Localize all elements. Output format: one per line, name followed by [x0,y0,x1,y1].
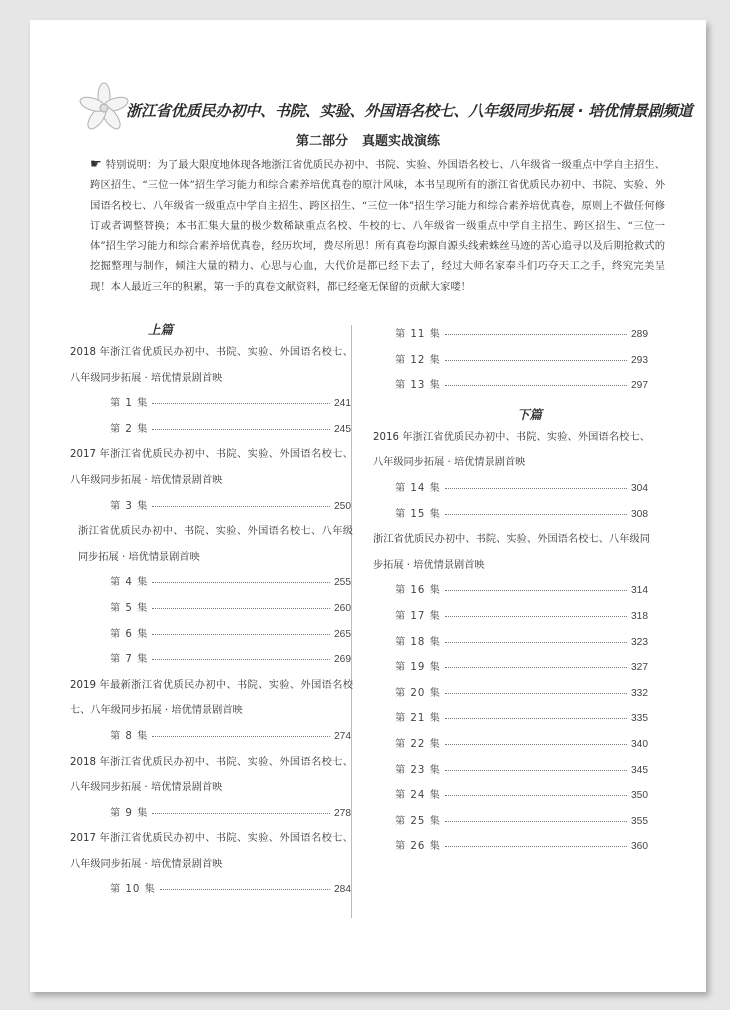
toc-group-title: 2017 年浙江省优质民办初中、书院、实验、外国语名校七、八年级同步拓展 · 培优情景剧首映 [70,833,353,870]
toc-entry-page: 241 [334,398,351,410]
dot-leader [445,359,627,361]
toc-entry[interactable] [367,373,650,399]
toc-entry-page: 255 [334,577,351,589]
toc-entry[interactable] [367,834,650,860]
toc-entry-page: 260 [334,602,351,614]
dot-leader [445,845,627,847]
toc-entry-page: 323 [631,636,648,648]
toc-entry[interactable] [70,494,353,520]
toc-entry[interactable] [367,783,650,809]
toc-entry-page: 355 [631,815,648,827]
toc-entry-label: 第 4 集 [110,577,149,589]
toc-entry-page: 293 [631,354,648,366]
toc-entry-label: 第 14 集 [395,482,441,494]
section-subtitle [30,130,706,149]
toc-entry-page: 250 [334,500,351,512]
dot-leader [152,812,330,814]
dot-leader [445,820,627,822]
toc-entry[interactable] [367,732,650,758]
toc-entry-label: 第 5 集 [110,602,149,614]
dot-leader [152,505,330,507]
toc-entry[interactable] [367,476,650,502]
dot-leader [445,769,627,771]
dot-leader [445,384,627,386]
subtitle-part: 第二部分 [295,134,348,149]
dot-leader [445,692,627,694]
toc-entry-label: 第 15 集 [395,508,441,520]
toc-entry[interactable] [70,596,353,622]
toc-entry-label: 第 3 集 [110,500,149,512]
toc-entry-page: 304 [631,482,648,494]
toc-entry-label: 第 6 集 [110,628,149,640]
toc-entry-label: 第 12 集 [395,354,441,366]
toc-entry-label: 第 22 集 [395,738,441,750]
dot-leader [445,513,627,515]
toc-entry-label: 第 19 集 [395,662,441,674]
toc-entry-label: 第 16 集 [395,585,441,597]
dot-leader [152,607,330,609]
toc-entry-page: 350 [631,790,648,802]
toc-entry[interactable] [367,322,650,348]
toc-entry-page: 345 [631,764,648,776]
toc-entry[interactable] [367,758,650,784]
toc-entry-label: 第 21 集 [395,713,441,725]
toc-entry[interactable] [70,877,353,903]
page-title: 浙江省优质民办初中、书院、实验、外国语名校七、八年级同步拓展 · 培优情景剧频道 [126,102,693,120]
toc-entry[interactable] [70,724,353,750]
toc-entry[interactable] [70,417,353,443]
toc-entry[interactable] [70,647,353,673]
toc-group-title: 浙江省优质民办初中、书院、实验、外国语名校七、八年级同步拓展 · 培优情景剧首映 [373,534,650,571]
dot-leader [445,717,627,719]
toc-entry[interactable] [70,391,353,417]
toc-entry-page: 274 [334,730,351,742]
toc-entry-label: 第 9 集 [110,807,149,819]
dot-leader [445,794,627,796]
toc-entry-page: 289 [631,329,648,340]
toc-entry-page: 269 [334,654,351,666]
toc-entry-label: 第 17 集 [395,610,441,622]
dot-leader [152,735,330,737]
toc-entry-label: 第 10 集 [110,884,156,896]
toc-entry[interactable] [70,801,353,827]
dot-leader [445,641,627,643]
dot-leader [445,615,627,617]
toc-entry-page: 278 [334,807,351,819]
toc-entry-label: 第 13 集 [395,380,441,392]
toc-entry-page: 360 [631,841,648,853]
toc-entry-page: 318 [631,610,648,622]
toc-entry-page: 314 [631,585,648,597]
subtitle-text: 真题实战演练 [362,134,441,149]
section-heading-shangpian: 上篇 [148,322,174,337]
toc-entry[interactable] [70,570,353,596]
section-heading-xiapian: 下篇 [517,406,543,422]
toc-entry-page: 284 [334,884,351,896]
toc-entry-page: 308 [631,508,648,520]
dot-leader [152,581,330,583]
toc-group-title: 浙江省优质民办初中、书院、实验、外国语名校七、八年级同步拓展 · 培优情景剧首映 [78,526,353,563]
toc-group-title: 2016 年浙江省优质民办初中、书院、实验、外国语名校七、八年级同步拓展 · 培优情景剧首映 [373,431,650,469]
dot-leader [445,333,627,335]
dot-leader [445,487,627,489]
toc-entry[interactable] [70,622,353,648]
dot-leader [160,888,330,890]
toc-left-column [70,320,353,903]
toc-entry-label: 第 8 集 [110,730,149,742]
toc-entry-label: 第 2 集 [110,423,149,435]
dot-leader [445,589,627,591]
toc-entry[interactable] [367,706,650,732]
toc-entry-label: 第 7 集 [110,654,149,666]
toc-right-column [367,322,650,860]
toc-entry-label: 第 11 集 [395,329,441,340]
toc-entry[interactable] [367,578,650,604]
dot-leader [445,743,627,745]
dot-leader [152,402,330,404]
toc-entry-page: 245 [334,423,351,435]
toc-entry-page: 335 [631,713,648,725]
flower-icon [74,82,134,134]
toc-entry[interactable] [367,502,650,528]
toc-entry-page: 327 [631,662,648,674]
toc-entry-label: 第 20 集 [395,687,441,699]
toc-entry-page: 340 [631,738,648,750]
dot-leader [152,658,330,660]
toc-entry-label: 第 26 集 [395,841,441,853]
toc-entry-label: 第 18 集 [395,636,441,648]
toc-group-title: 2018 年浙江省优质民办初中、书院、实验、外国语名校七、八年级同步拓展 · 培优情景剧首映 [70,347,353,384]
toc-entry-label: 第 25 集 [395,815,441,827]
dot-leader [445,666,627,668]
toc-entry[interactable] [367,604,650,630]
toc-entry-label: 第 23 集 [395,764,441,776]
toc-entry-label: 第 1 集 [110,398,149,410]
toc-entry-page: 297 [631,380,648,392]
toc-entry[interactable] [367,348,650,374]
dot-leader [152,428,330,430]
toc-entry[interactable] [367,630,650,656]
toc-entry-page: 265 [334,628,351,640]
toc-entry-page: 332 [631,687,648,699]
toc-entry[interactable] [367,655,650,681]
toc-group-title: 2017 年浙江省优质民办初中、书院、实验、外国语名校七、八年级同步拓展 · 培优情景剧首映 [70,449,353,486]
toc-group-title: 2019 年最新浙江省优质民办初中、书院、实验、外国语名校七、八年级同步拓展 · 培优情景剧首映 [70,679,353,717]
special-notice [90,155,665,297]
toc-entry[interactable] [367,681,650,707]
notice-text: 特别说明：为了最大限度地体现各地浙江省优质民办初中、书院、实验、外国语名校七、八年级省一级重点中学自主招生、跨区招生、“三位一体”招生学习能力和综合素养培优真卷的原汁风味，本书呈现所有的浙江省优质民办初中、书院、实验、外国语名校七、八年级省一级重点中学自主招生、跨区招生、“三位一体”招生学习能力和综合素养培优真卷，原则上不做任何修订或者调整替换；本书汇集大量的极少数稀缺重点名校、牛校的七、八年级省一级重点中学自主招生、跨区招生、“三位一体”招生学习能力和综合素养培优真卷，经历坎坷，费尽所思！所有真卷均源自源头线索蛛丝马迹的苦心追寻以及后期抢救式的挖掘整理与制作，倾注大量的精力、心思与心血，大代价是都已经下去了，经过大师名家奉斗们巧夺天工之手，终究完美呈现！本人最近三年的积累，第一手的真卷文献资料，都已经毫无保留的贡献大家喽！ [90,159,665,293]
toc-entry-label: 第 24 集 [395,790,441,802]
toc-entry[interactable] [367,809,650,835]
dot-leader [152,633,330,635]
document-page [30,20,706,992]
toc-group-title: 2018 年浙江省优质民办初中、书院、实验、外国语名校七、八年级同步拓展 · 培优情景剧首映 [70,756,353,794]
hand-pointing-icon: ☛ [90,157,102,172]
